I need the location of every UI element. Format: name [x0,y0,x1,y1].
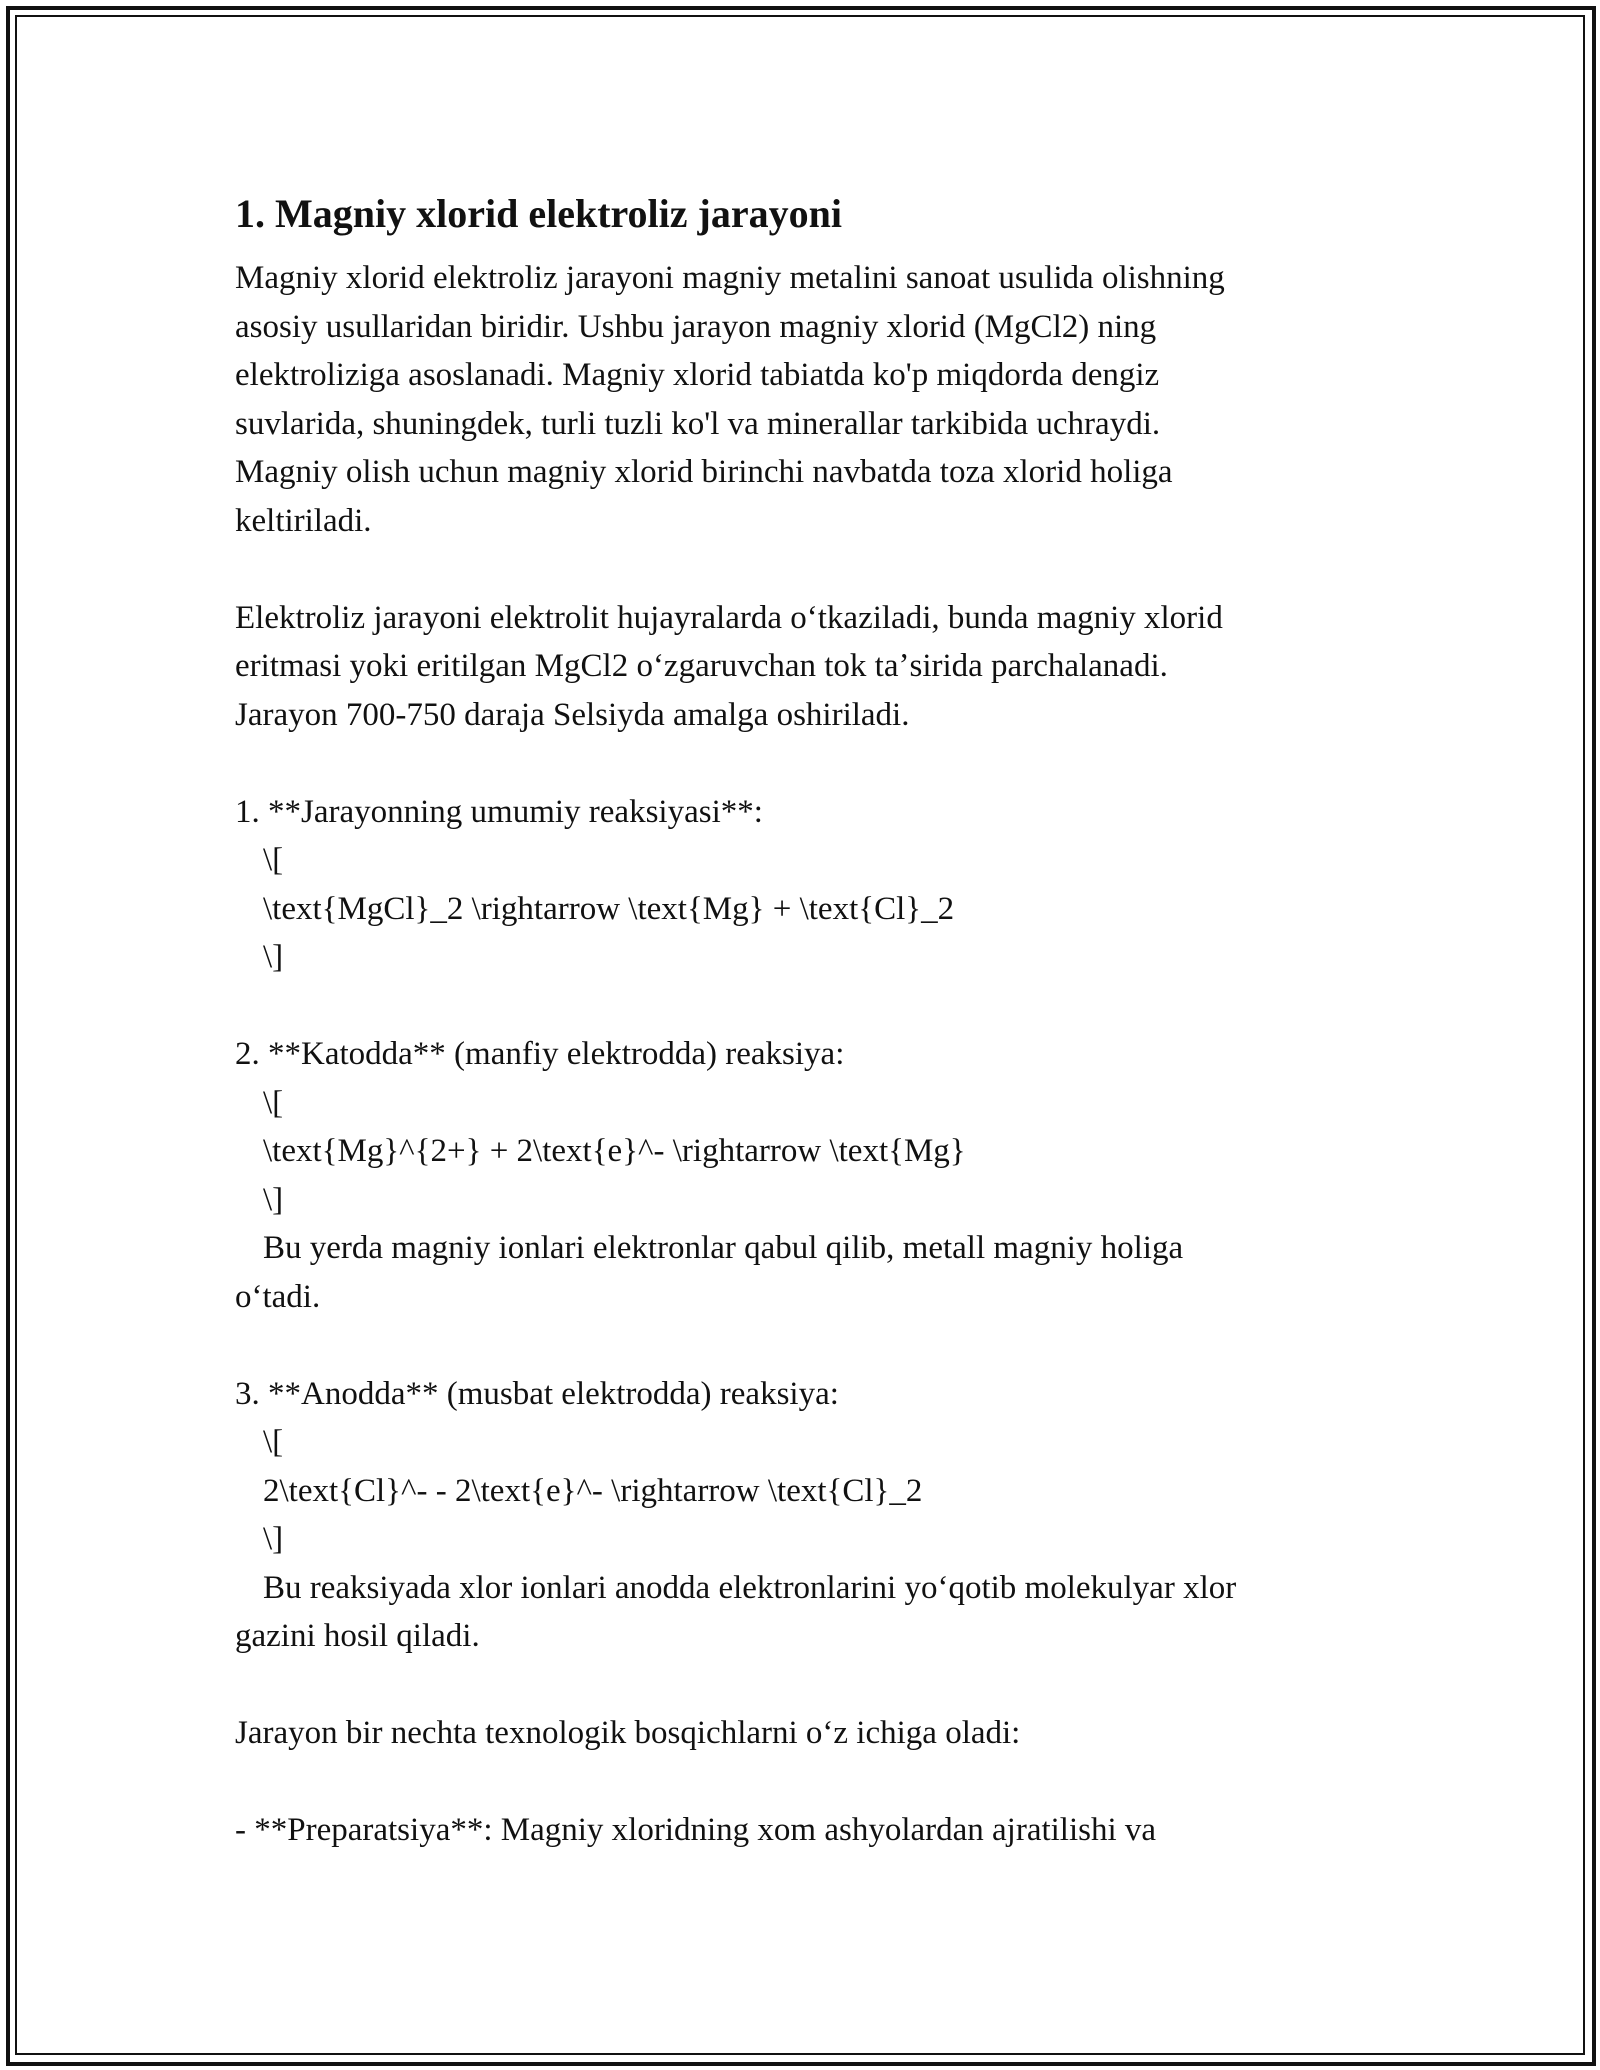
formula-open: \[ [263,1424,284,1460]
formula-line: \text{MgCl}_2 \rightarrow \text{Mg} + \text{Cl}_2 [263,890,955,927]
item-note-continued: oʻtadi. [235,1278,321,1315]
reaction-item-1 [235,788,1365,982]
text-line: suvlarida, shuningdek, turli tuzli ko'l va minerallar tarkibida uchraydi. [235,405,1161,442]
formula-close: \] [263,1521,284,1557]
item-note-continued: gazini hosil qiladi. [235,1618,480,1654]
item-note: Bu yerda magniy ionlari elektronlar qabul qilib, metall magniy holiga [263,1230,1184,1266]
formula-open: \[ [263,842,284,878]
item-heading: 2. **Katodda** (manfiy elektrodda) reaksiya: [235,1036,845,1072]
reaction-item-2 [235,1030,1365,1321]
text-line: Elektroliz jarayoni elektrolit hujayralarda oʻtkaziladi, bunda magniy xlorid [235,599,1223,636]
text-line: Magniy olish uchun magniy xlorid birinchi navbatda toza xlorid holiga [235,454,1173,490]
text-line: elektroliziga asoslanadi. Magniy xlorid tabiatda ko'p miqdorda dengiz [235,357,1160,393]
text-line: keltiriladi. [235,502,372,539]
formula-line: 2\text{Cl}^- - 2\text{e}^- \rightarrow \text{Cl}_2 [263,1472,923,1509]
formula-open: \[ [263,1084,284,1121]
formula-line: \text{Mg}^{2+} + 2\text{e}^- \rightarrow \text{Mg} [263,1133,966,1169]
paragraph-gap [235,1758,1365,1807]
reaction-item-3 [235,1370,1365,1661]
bullet-item: - **Preparatsiya**: Magniy xloridning xom ashyolardan ajratilishi va [235,1812,1157,1848]
formula-close: \] [263,939,284,975]
text-line: eritmasi yoki eritilgan MgCl2 oʻzgaruvchan tok taʼsirida parchalanadi. [235,648,1168,684]
text-line: Magniy xlorid elektroliz jarayoni magniy metalini sanoat usulida olishning [235,260,1225,296]
item-heading: 1. **Jarayonning umumiy reaksiyasi**: [235,793,763,830]
paragraph-gap [235,739,1365,788]
item-heading: 3. **Anodda** (musbat elektrodda) reaksiya: [235,1375,839,1412]
process-paragraph [235,594,1365,740]
stages-intro: Jarayon bir nechta texnologik bosqichlarni oʻz ichiga oladi: [235,1715,1021,1751]
intro-paragraph [235,254,1365,545]
item-note: Bu reaksiyada xlor ionlari anodda elektronlarini yoʻqotib molekulyar xlor [263,1569,1237,1606]
document-title: 1. Magniy xlorid elektroliz jarayoni [235,191,842,236]
paragraph-gap [235,1661,1365,1710]
paragraph-gap [235,1321,1365,1370]
document-body [235,186,1365,1855]
text-line: asosiy usullaridan biridir. Ushbu jarayon magniy xlorid (MgCl2) ning [235,308,1157,345]
text-line: Jarayon 700-750 daraja Selsiyda amalga oshiriladi. [235,696,910,733]
paragraph-gap [235,982,1365,1031]
paragraph-gap [235,545,1365,594]
formula-close: \] [263,1181,284,1218]
